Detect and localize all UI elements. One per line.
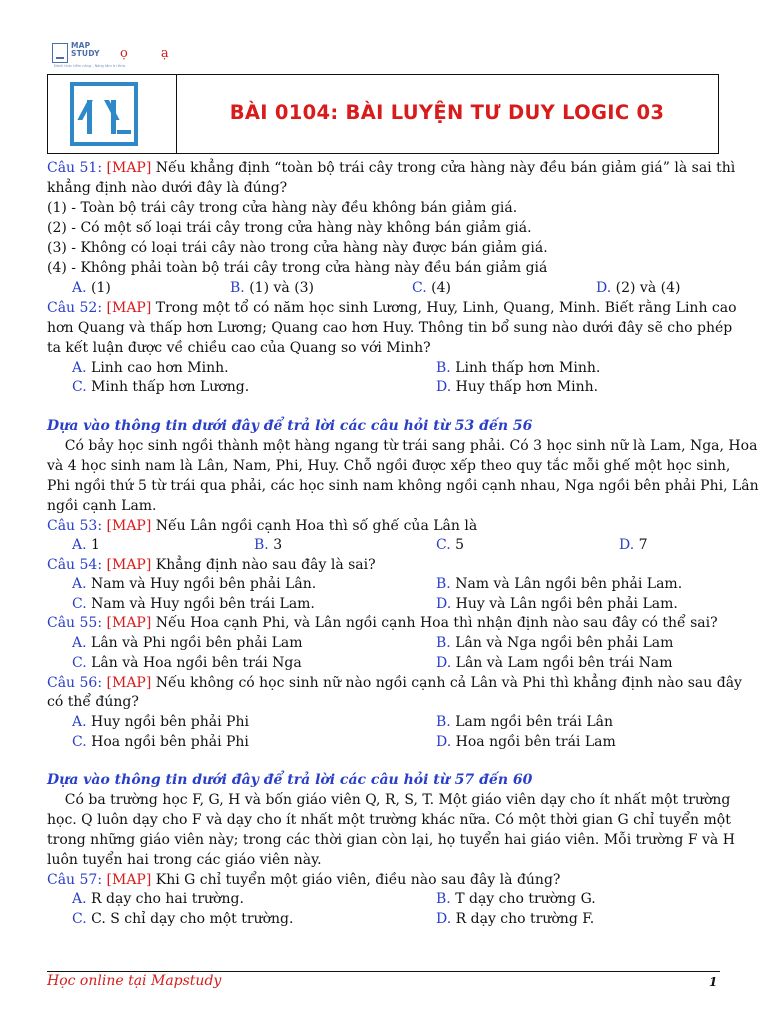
q57-option-b: B. T dạy cho trường G.	[436, 891, 596, 907]
q53-stem: Câu 53: [MAP] Nếu Lân ngồi cạnh Hoa thì số ghế của Lân là	[47, 518, 478, 534]
q51-option-b: B. (1) và (3)	[230, 280, 315, 296]
q57-option-a: A. R dạy cho hai trường.	[72, 891, 244, 907]
mapstudy-m-icon	[70, 82, 138, 146]
q52-option-c: C. Minh thấp hơn Lương.	[72, 379, 250, 395]
footer-divider	[47, 971, 720, 972]
q57-option-c: C. C. S chỉ dạy cho một trường.	[72, 911, 294, 927]
q56-stem-line1: Câu 56: [MAP] Nếu không có học sinh nữ nào ngồi cạnh cả Lân và Phi thì khẳng định nào sau đây	[47, 675, 742, 691]
q54-stem: Câu 54: [MAP] Khẳng định nào sau đây là sai?	[47, 557, 376, 573]
section2-para-line3: trong những giáo viên này; trong các thời gian còn lại, họ tuyển hai giáo viên. Mỗi trường F và H	[47, 832, 735, 848]
q57-stem: Câu 57: [MAP] Khi G chỉ tuyển một giáo viên, điều nào sau đây là đúng?	[47, 872, 561, 888]
q53-option-c: C. 5	[436, 537, 465, 553]
question-label: Câu 51:	[47, 160, 103, 176]
q57-option-d: D. R dạy cho trường F.	[436, 911, 595, 927]
question-tag: [MAP]	[106, 160, 152, 176]
q52-stem-line1: Câu 52: [MAP] Trong một tổ có năm học sinh Lương, Huy, Linh, Quang, Minh. Biết rằng Linh cao	[47, 300, 737, 316]
q55-option-d: D. Lân và Lam ngồi bên trái Nam	[436, 655, 673, 671]
q52-stem-line2: hơn Quang và thấp hơn Lương; Quang cao hơn Huy. Thông tin bổ sung nào dưới đây sẽ cho phép	[47, 320, 733, 336]
q56-option-b: B. Lam ngồi bên trái Lân	[436, 714, 614, 730]
q51-item-3: (3) - Không có loại trái cây nào trong cửa hàng này được bán giảm giá.	[47, 240, 548, 256]
q54-option-c: C. Nam và Huy ngồi bên trái Lam.	[72, 596, 315, 612]
q51-option-d: D. (2) và (4)	[596, 280, 681, 296]
page-number: 1	[709, 975, 718, 989]
q53-option-b: B. 3	[254, 537, 283, 553]
q56-option-a: A. Huy ngồi bên phải Phi	[72, 714, 249, 730]
section2-para-line4: luôn tuyển hai trong các giáo viên này.	[47, 852, 322, 868]
q51-stem-line2: khẳng định nào dưới đây là đúng?	[47, 180, 288, 196]
logo-text-map: MAP	[71, 41, 91, 50]
logo-mark-icon	[52, 43, 68, 63]
q56-stem-line2: có thể đúng?	[47, 694, 139, 710]
q54-option-b: B. Nam và Lân ngồi bên phải Lam.	[436, 576, 683, 592]
footer-text: Học online tại Mapstudy	[47, 973, 222, 989]
q51-item-4: (4) - Không phải toàn bộ trái cây trong cửa hàng này đều bán giảm giá	[47, 260, 548, 276]
section2-para-line2: học. Q luôn dạy cho F và dạy cho ít nhất một trường khác nữa. Có một thời gian G chỉ tuyển một	[47, 812, 731, 828]
lesson-title: BÀI 0104: BÀI LUYỆN TƯ DUY LOGIC 03	[229, 101, 665, 124]
lesson-banner	[47, 74, 719, 154]
section1-para-line4: ngồi cạnh Lam.	[47, 498, 157, 514]
q51-option-a: A. (1)	[72, 280, 111, 296]
q51-item-1: (1) - Toàn bộ trái cây trong cửa hàng này đều không bán giảm giá.	[47, 200, 518, 216]
q53-option-d: D. 7	[619, 537, 648, 553]
section-heading-57-60: Dựa vào thông tin dưới đây để trả lời các câu hỏi từ 57 đến 60	[47, 772, 533, 788]
header-marks: ọ ạ	[120, 46, 169, 61]
q55-option-b: B. Lân và Nga ngồi bên phải Lam	[436, 635, 674, 651]
q56-option-c: C. Hoa ngồi bên phải Phi	[72, 734, 249, 750]
q56-option-d: D. Hoa ngồi bên trái Lam	[436, 734, 616, 750]
section1-para-line2: và 4 học sinh nam là Lân, Nam, Phi, Huy. Chỗ ngồi được xếp theo quy tắc mỗi ghế một học sinh,	[47, 458, 731, 474]
q51-item-2: (2) - Có một số loại trái cây trong cửa hàng này không bán giảm giá.	[47, 220, 532, 236]
q55-option-c: C. Lân và Hoa ngồi bên trái Nga	[72, 655, 302, 671]
q52-option-d: D. Huy thấp hơn Minh.	[436, 379, 599, 395]
q52-stem-line3: ta kết luận được về chiều cao của Quang so với Minh?	[47, 340, 431, 356]
q52-option-b: B. Linh thấp hơn Minh.	[436, 360, 601, 376]
section-heading-53-56: Dựa vào thông tin dưới đây để trả lời các câu hỏi từ 53 đến 56	[47, 418, 533, 434]
section2-para-line1: Có ba trường học F, G, H và bốn giáo viên Q, R, S, T. Một giáo viên dạy cho ít nhất một trường	[47, 792, 731, 808]
logo-slogan: Đánh thức tiềm năng - Nâng tầm tri thức	[54, 64, 126, 68]
q55-stem: Câu 55: [MAP] Nếu Hoa cạnh Phi, và Lân ngồi cạnh Hoa thì nhận định nào sau đây có thể sai?	[47, 615, 718, 631]
q55-option-a: A. Lân và Phi ngồi bên phải Lam	[72, 635, 303, 651]
logo-text-study: STUDY	[71, 49, 100, 58]
section1-para-line1: Có bảy học sinh ngồi thành một hàng ngang từ trái sang phải. Có 3 học sinh nữ là Lam, Nga, Hoa	[47, 438, 758, 454]
section1-para-line3: Phi ngồi thứ 5 từ trái qua phải, các học sinh nam không ngồi cạnh nhau, Nga ngồi bên phải Phi, Lân	[47, 478, 759, 494]
q54-option-d: D. Huy và Lân ngồi bên phải Lam.	[436, 596, 678, 612]
q52-option-a: A. Linh cao hơn Minh.	[72, 360, 229, 376]
q51-stem-line1: Câu 51: [MAP] Nếu khẳng định “toàn bộ trái cây trong cửa hàng này đều bán giảm giá” là sai thì	[47, 160, 736, 176]
q51-option-c: C. (4)	[412, 280, 451, 296]
q54-option-a: A. Nam và Huy ngồi bên phải Lân.	[72, 576, 317, 592]
q53-option-a: A. 1	[72, 537, 100, 553]
